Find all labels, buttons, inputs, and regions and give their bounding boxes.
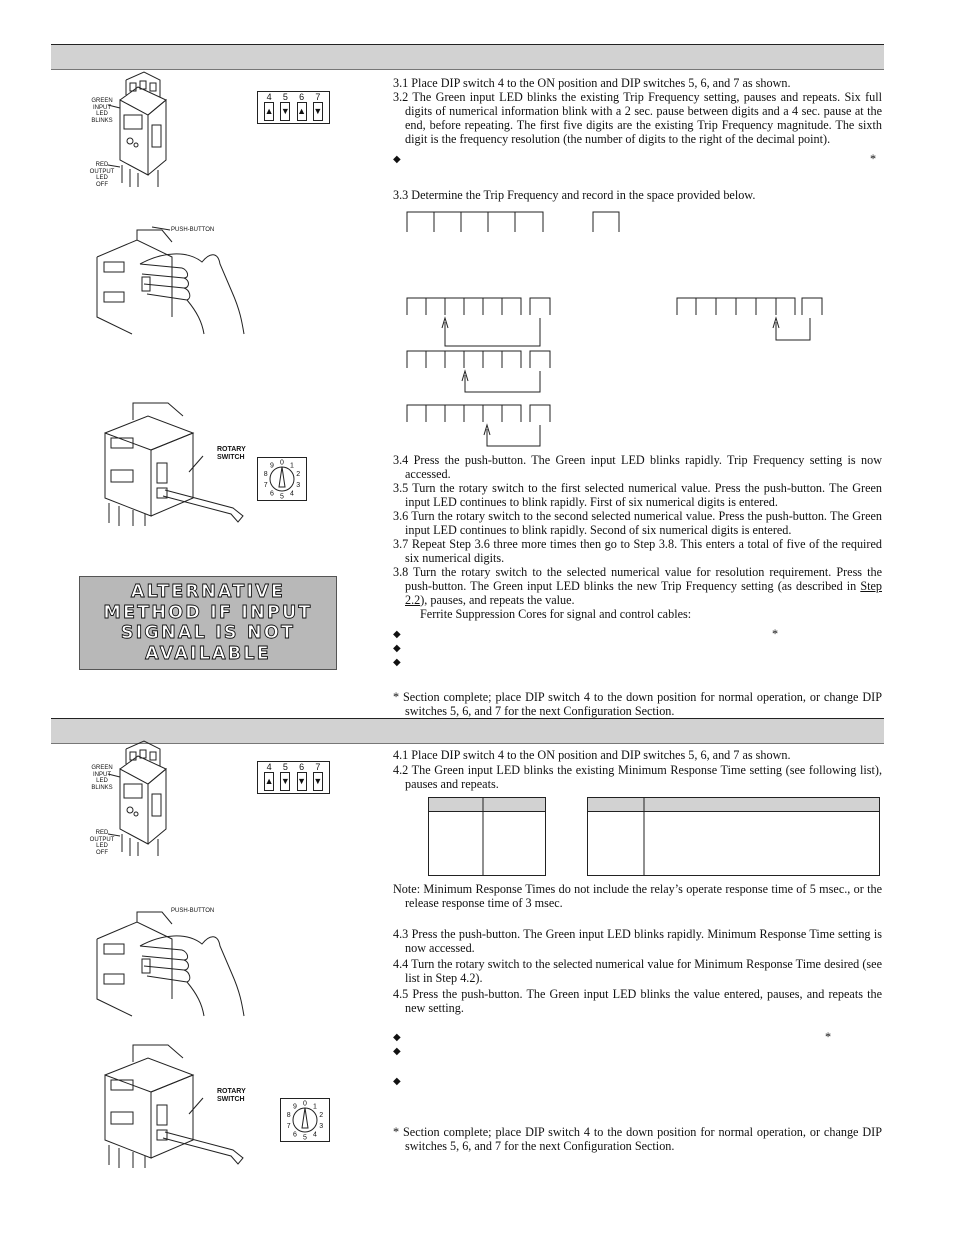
dial-digit: 3 xyxy=(296,481,301,489)
step-4-3: 4.3 Press the push-button. The Green input LED blinks rapidly. Minimum Response Time setting is now accessed. xyxy=(393,927,882,955)
step-4-4: 4.4 Turn the rotary switch to the selected numerical value for Minimum Response Time desired (see list in Step 4.2). xyxy=(393,957,882,985)
bullet-diamond: ◆ xyxy=(393,1076,401,1087)
dial-digit: 7 xyxy=(286,1122,291,1130)
relay-device-illustration xyxy=(108,744,178,859)
rotary-dial-icon xyxy=(257,457,307,501)
dip-number-label: 4 xyxy=(266,92,272,102)
dial-digit: 9 xyxy=(270,462,274,470)
dip-number-label: 7 xyxy=(315,762,321,772)
dial-digit: 5 xyxy=(280,493,284,501)
dial-digit: 1 xyxy=(290,462,294,470)
arrow-down-icon: ▼ xyxy=(313,772,323,791)
dip-switch-4 xyxy=(262,92,276,121)
red-led-label: RED OUTPUT LED OFF xyxy=(89,162,115,188)
dip-switch-7 xyxy=(311,762,325,791)
step-3-6: 3.6 Turn the rotary switch to the second selected numerical value. Press the push-button. The Green input LED continues to blink rapidly. Second of six numerical digits is entered. xyxy=(393,509,882,537)
dip-switch-block xyxy=(257,91,330,124)
rotary-dial-icon xyxy=(280,1098,330,1142)
relay-device-illustration xyxy=(108,75,178,190)
dip-switch-6 xyxy=(295,762,309,791)
rotary-switch-label: ROTARY SWITCH xyxy=(217,1088,246,1103)
alternative-method-banner: ALTERNATIVE METHOD IF INPUT SIGNAL IS NOT AVAILABLE xyxy=(79,576,337,670)
arrow-up-icon: ▲ xyxy=(264,102,274,121)
hand-pressing-button-illustration xyxy=(92,904,252,1016)
arrow-down-icon: ▼ xyxy=(313,102,323,121)
dial-digit: 3 xyxy=(319,1122,324,1130)
dip-number-label: 6 xyxy=(299,92,305,102)
dial-digit: 2 xyxy=(296,471,301,479)
dial-digit: 5 xyxy=(303,1134,307,1142)
star-marker: * xyxy=(825,1030,832,1044)
step-4-1: 4.1 Place DIP switch 4 to the ON position and DIP switches 5, 6, and 7 as shown. xyxy=(393,748,791,762)
step-3-4: 3.4 Press the push-button. The Green input LED blinks rapidly. Trip Frequency setting is now accessed. xyxy=(393,453,882,481)
dip-number-label: 6 xyxy=(299,762,305,772)
red-led-label: RED OUTPUT LED OFF xyxy=(89,830,115,856)
dial-digit: 8 xyxy=(263,471,268,479)
green-led-label: GREEN INPUT LED BLINKS xyxy=(91,98,113,124)
arrow-down-icon: ▼ xyxy=(280,102,290,121)
dial-digit: 8 xyxy=(286,1112,291,1120)
bullet-diamond: ◆ xyxy=(393,643,401,654)
dip-number-label: 4 xyxy=(266,762,272,772)
dial-digit: 6 xyxy=(270,490,274,498)
dip-switch-5 xyxy=(278,762,292,791)
bullet-diamond: ◆ xyxy=(393,657,401,668)
step-3-5: 3.5 Turn the rotary switch to the first selected numerical value. Press the push-button. The Green input LED continues to blink rapidly. First of six numerical digits is entered. xyxy=(393,481,882,509)
push-button-label: PUSH-BUTTON xyxy=(171,908,215,914)
step-3-7: 3.7 Repeat Step 3.6 three more times then go to Step 3.8. This enters a total of five of the required six numerical digits. xyxy=(393,537,882,565)
dial-digit: 2 xyxy=(319,1112,324,1120)
bullet-diamond: ◆ xyxy=(393,1046,401,1057)
dip-switch-block xyxy=(257,761,330,794)
section-4-complete-note: * Section complete; place DIP switch 4 to the down position for normal operation, or change DIP switches 5, 6, and 7 for the next Configuration Section. xyxy=(393,1125,882,1153)
trip-frequency-record-boxes xyxy=(405,210,835,455)
bullet-diamond: ◆ xyxy=(393,154,401,165)
rotary-switch-label: ROTARY SWITCH xyxy=(217,446,246,461)
response-time-tables xyxy=(428,797,881,877)
star-marker: * xyxy=(772,627,779,641)
step-3-8: 3.8 Turn the rotary switch to the selected numerical value for resolution requirement. Press the push-button. The Green input LED blinks the new Trip Frequency setting (as described in Step 2.2), pauses, and repeats the value. xyxy=(393,565,882,607)
dip-number-label: 5 xyxy=(282,762,288,772)
dip-switch-5 xyxy=(278,92,292,121)
step-4-5: 4.5 Press the push-button. The Green input LED blinks the value entered, pauses, and repeats the new setting. xyxy=(393,987,882,1015)
device-with-screwdriver-illustration xyxy=(93,398,263,526)
section-4-header-bar xyxy=(51,718,884,744)
dial-digit: 4 xyxy=(313,1131,317,1139)
ferrite-cores-text: Ferrite Suppression Cores for signal and control cables: xyxy=(420,607,692,621)
dip-number-label: 7 xyxy=(315,92,321,102)
arrow-up-icon: ▲ xyxy=(264,772,274,791)
arrow-down-icon: ▼ xyxy=(297,772,307,791)
hand-pressing-button-illustration xyxy=(92,222,252,334)
bullet-diamond: ◆ xyxy=(393,1032,401,1043)
step-4-2: 4.2 The Green input LED blinks the existing Minimum Response Time setting (see following list), pauses and repeats. xyxy=(393,763,882,791)
device-with-screwdriver-illustration xyxy=(93,1040,263,1168)
dip-switch-7 xyxy=(311,92,325,121)
dip-switch-6 xyxy=(295,92,309,121)
dip-number-label: 5 xyxy=(282,92,288,102)
dial-digit: 1 xyxy=(313,1103,317,1111)
push-button-label: PUSH-BUTTON xyxy=(171,227,215,233)
step-2-2-link[interactable]: Step 2.2 xyxy=(405,579,882,607)
step-3-1: 3.1 Place DIP switch 4 to the ON position and DIP switches 5, 6, and 7 as shown. xyxy=(393,76,791,90)
step-3-3: 3.3 Determine the Trip Frequency and record in the space provided below. xyxy=(393,188,756,202)
dial-digit: 9 xyxy=(293,1103,297,1111)
section-3-header-bar xyxy=(51,44,884,70)
bullet-diamond: ◆ xyxy=(393,629,401,640)
dial-digit: 0 xyxy=(303,1100,307,1108)
note-response-times: Note: Minimum Response Times do not include the relay’s operate response time of 5 msec., or the release response time of 3 msec. xyxy=(393,882,882,910)
dial-digit: 6 xyxy=(293,1131,297,1139)
green-led-label: GREEN INPUT LED BLINKS xyxy=(91,765,113,791)
star-marker: * xyxy=(870,152,877,166)
section-3-complete-note: * Section complete; place DIP switch 4 to the down position for normal operation, or change DIP switches 5, 6, and 7 for the next Configuration Section. xyxy=(393,690,882,718)
dial-digit: 0 xyxy=(280,459,284,467)
dial-digit: 4 xyxy=(290,490,294,498)
dip-switch-4 xyxy=(262,762,276,791)
dial-digit: 7 xyxy=(263,481,268,489)
arrow-up-icon: ▲ xyxy=(297,102,307,121)
step-3-2: 3.2 The Green input LED blinks the existing Trip Frequency setting, pauses and repeats. Six full digits of numerical information blink with a 2 sec. pause between digits and a 4 sec. pause at the end, before repeating. The first five digits are the existing Trip Frequency magnitude. The sixth digit is the frequency resolution (the number of digits to the right of the decimal point). xyxy=(393,90,882,146)
arrow-down-icon: ▼ xyxy=(280,772,290,791)
